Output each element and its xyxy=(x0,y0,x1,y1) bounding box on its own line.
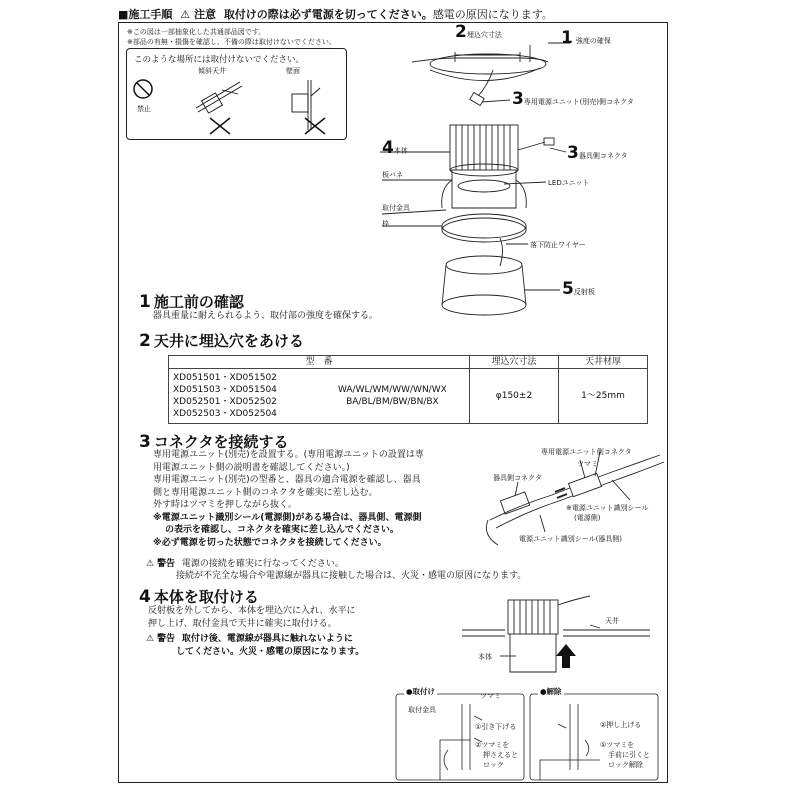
warning-icon: ⚠ xyxy=(146,559,155,569)
step3-title: 3 コネクタを接続する xyxy=(139,432,289,452)
step4-line: 反射板を外してから、本体を埋込穴に入れ、水平に xyxy=(148,606,356,616)
model-row: XD051503・XD051504 xyxy=(173,385,277,395)
color-row: WA/WL/WM/WW/WN/WX xyxy=(337,385,447,395)
caution-label: 注意 xyxy=(193,8,216,21)
label-frame: 枠 xyxy=(382,220,389,228)
step2-title: 2 天井に埋込穴をあける xyxy=(139,331,304,351)
color-row: BA/BL/BM/BW/BN/BX xyxy=(346,397,439,407)
label-fixture-connector: 器具側コネクタ xyxy=(493,474,542,482)
prohibited-title: このような場所には取付けないでください。 xyxy=(134,55,305,65)
install-label-bracket: 取付金具 xyxy=(408,706,436,714)
arrow-up-icon xyxy=(556,644,576,668)
model-row: XD052501・XD052502 xyxy=(173,397,277,407)
label-power-unit-connector: 専用電源ユニット側コネクタ xyxy=(541,448,632,456)
step3-line: 用電源ユニット側の説明書を確認してください。) xyxy=(153,462,350,473)
label-id-seal-power-side: (電源側) xyxy=(574,514,601,522)
release-label-pull: 手前に引くと xyxy=(608,751,650,759)
label-leaf-spring: 板バネ xyxy=(382,171,403,179)
label-body: 本体 xyxy=(478,653,492,661)
label-safety-wire: 落下防止ワイヤー xyxy=(530,241,586,249)
step3-line: 専用電源ユニット(別売)の型番と、器具の適合電源を確認し、器具 xyxy=(153,475,421,485)
caution-tail: 感電の原因になります。 xyxy=(432,8,553,21)
label-id-seal-power: ※電源ユニット識別シール xyxy=(566,504,649,512)
model-row: XD051501・XD051502 xyxy=(173,373,277,383)
step3-warning: ⚠ 警告 電源の接続を確実に行なってください。 xyxy=(146,559,344,569)
step3-warning-detail: 接続が不完全な場合や電源線が器具に接触した場合は、火災・感電の原因になります。 xyxy=(176,571,527,581)
table-header-thickness: 天井材厚 xyxy=(559,356,648,369)
step3-bold-line: ※電源ユニット識別シール(電源側)がある場合は、器具側、電源側 xyxy=(153,512,422,523)
step3-bold-line: ※必ず電源を切った状態でコネクタを接続してください。 xyxy=(153,537,387,548)
callout-hole-size: 2埋込穴寸法 xyxy=(455,22,502,42)
step4-warning: ⚠ 警告 取付け後、電源線が器具に触れないように xyxy=(146,634,353,644)
install-label-knob-press: ②ツマミを xyxy=(475,741,510,749)
label-ceiling: 天井 xyxy=(605,617,619,625)
install-label-knob: ツマミ xyxy=(480,692,501,700)
label-id-seal-fixture: 電源ユニット識別シール(器具側) xyxy=(519,535,623,543)
callout-power-connector: 3専用電源ユニット(別売)側コネクタ xyxy=(512,89,634,109)
step4-title: 4 本体を取付ける xyxy=(139,587,259,607)
callout-fixture-connector: 3器具側コネクタ xyxy=(567,143,628,163)
slanted-ceiling-label: 傾斜天井 xyxy=(198,67,226,75)
note-2: ※部品の有無・損傷を確認し、不備の際は取付けないでください。 xyxy=(127,38,336,46)
release-title: ●解除 xyxy=(540,687,562,696)
callout-body: 4本体 xyxy=(382,138,408,158)
install-title: ●取付け xyxy=(406,687,436,696)
install-label-press: 押さえると xyxy=(483,751,518,759)
step1-title: 1 施工前の確認 xyxy=(139,292,244,312)
release-label-unlock: ロック解除 xyxy=(608,761,643,769)
label-knob: ツマミ xyxy=(577,460,598,468)
release-label-push-up: ②押し上げる xyxy=(600,721,642,729)
label-mounting-bracket: 取付金具 xyxy=(382,204,410,212)
step3-line: 専用電源ユニット(別売)を設置する。(専用電源ユニットの設置は専 xyxy=(153,450,424,460)
hole-size-value: φ150±2 xyxy=(470,369,559,424)
step1-text: 器具重量に耐えられるよう、取付部の強度を確保する。 xyxy=(153,311,379,321)
thickness-value: 1～25mm xyxy=(559,369,648,424)
warning-icon: ⚠ xyxy=(146,634,155,644)
note-1: ※この図は一部抽象化した共通部品図です。 xyxy=(127,28,266,36)
step4-line: 押し上げ、取付金具で天井に確実に取付ける。 xyxy=(148,618,337,629)
table-header-hole: 埋込穴寸法 xyxy=(470,356,559,369)
step4-warning-detail: してください。火災・感電の原因になります。 xyxy=(176,647,365,657)
label-led-unit: LEDユニット xyxy=(548,179,590,187)
table-header-model: 型 番 xyxy=(169,356,470,369)
step3-line: 外す時はツマミを押しながら抜く。 xyxy=(153,500,297,510)
install-label-pull-down: ①引き下げる xyxy=(475,723,517,731)
model-row: XD052503・XD052504 xyxy=(173,409,277,419)
caution-icon: ⚠ xyxy=(180,8,191,21)
step3-line: 側と専用電源ユニット側のコネクタを確実に差し込む。 xyxy=(153,487,378,498)
wall-label: 壁面 xyxy=(286,67,300,75)
header-title: ■施工手順 xyxy=(118,8,173,21)
install-label-lock: ロック xyxy=(483,761,504,769)
release-label-knob: ①ツマミを xyxy=(600,741,635,749)
step3-bold-line: の表示を確認し、コネクタを確実に差し込んでください。 xyxy=(165,525,399,535)
callout-reflector: 5反射板 xyxy=(562,279,595,299)
prohibit-label: 禁止 xyxy=(137,105,151,113)
caution-text: 取付けの際は必ず電源を切ってください。 xyxy=(223,8,433,21)
callout-strength: 1 強度の確保 xyxy=(561,28,611,48)
